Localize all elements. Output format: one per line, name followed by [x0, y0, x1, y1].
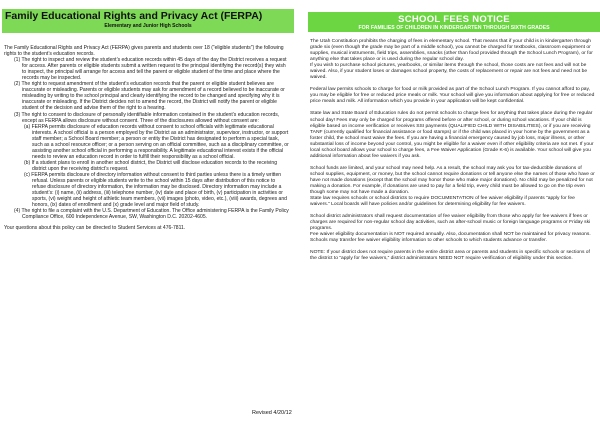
fees-column — [308, 0, 600, 424]
ferpa-item-3b: (b) If a student plans to enroll in another school district, the District will disclose education records to the receiving district upon the receiving district’s request. — [24, 159, 278, 172]
fees-para-2: Federal law permits schools to charge for food or milk provided as part of the School Lunch Program. If you cannot afford to pay, you may be eligible for free or reduced price meals or milk. Your school will give you information about applying for free or reduced price meals and milk. All information which you provide in your application will be kept confidential. — [310, 87, 595, 105]
ferpa-subtitle: Elementary and Junior High Schools — [104, 23, 192, 29]
fees-para-4: School funds are limited, and your school may need help. As a result, the school may ask you for tax-deductible donations of school supplies, equipment, or money, but the school cannot require donations or tell anyone else the names of those who have or have not made donations (except that the school may honor those who make major donations). No child may be penalized for not making a donation. For example, if donations are used to pay for a field trip, every child must be allowed to go on the trip even though some may not have made a donation. — [310, 165, 595, 196]
ferpa-body — [4, 45, 290, 231]
fees-para-6: NOTE: If your district does not require parents in the entire district area or parents and students in specific schools or sections of the district to “apply for fee waivers,” district administrators NEED NOT require verification of eligibility under this section. — [310, 250, 590, 262]
ferpa-item-3a: (a) FERPA permits disclosure of education records without consent to school officials with legitimate educational interests. A school official is a person employed by the District as an administrator, supervisor, instructor, or support staff member; a School Board member; a person or entity the District has designated to perform a special task, such as a school resource officer; or a person serving on an official committee, such as a disciplinary committee, or assisting another school official in performing a responsibility. A legitimate educational interest exists if the official needs to review an education record in order to fulfill their responsibility as a school official. — [24, 123, 289, 160]
fees-body — [310, 39, 596, 263]
fees-header-band — [308, 12, 600, 32]
fees-para-1b: If you wish to purchase school pictures, yearbooks, or similar items through the school, those costs are not fees and will not be waived. Also, if your student loses or damages school property, the costs of replacement or repair are not fees and need not be waived. — [310, 63, 588, 81]
ferpa-questions: Your questions about this policy can be directed to Student Services at 476-7811. — [4, 225, 186, 232]
ferpa-item-2: (2) The right to request amendment of the student’s education records that the parent or eligible student believes are inaccurate or misleading. Parents or eligible students may ask for amendment of a record believed to be inaccurate or misleading by writing to the school principal and clearly identifying the record to be changed and specifying why it is inaccurate or misleading. If the District decides not to amend the record, the District will notify the parent or eligible student of the decision and advise them of the right to a hearing. — [14, 81, 285, 112]
fees-para-3: State law and State Board of Education rules do not permit schools to charge fees for anything that takes place during the regular school day! Fees may only be charged for programs offered before or after school, or during school vacations. If your child is eligible based on income verification or receives SSI payments (QUALIFIED CHILD WITH DISABILITIES), or if you are receiving TANF (currently qualified for financial assistance or food stamps) or if the child was placed in your home by the government as a foster child, the school must waive the fees. If you are having a financial emergency caused by job loss, major illness, or other substantial loss of income beyond your control, you might be eligible for a waiver even if other eligibility criteria are not met. If your local school board allows your school to charge fees, a Fee Waiver Application (Grade K-6) is available. Your school will give you additional information about fee waivers if you ask. — [310, 111, 594, 159]
ferpa-title: Family Educational Rights and Privacy Act (FERPA) — [5, 10, 263, 22]
fees-para-5: School district administrators shall request documentation of fee waiver eligibility from those who apply for fee waivers if fees or charges are required for non-regular school day activities, such as after-school music or foreign language programs or Friday ski programs. — [310, 214, 591, 232]
fees-para-1: The Utah Constitution prohibits the charging of fees in elementary school. That means that if your child is in kindergarten through grade six (even though the grade may be part of a middle school), you cannot be charged for textbooks, classroom equipment or supplies, musical instruments, field trips, assemblies, snacks (other than food provided through the School Lunch Program), or for anything else that takes place or is used during the regular school day. — [310, 39, 593, 63]
ferpa-item-4: (4) The right to file a complaint with the U.S. Department of Education. The Office administering FERPA is the Family Policy Compliance Office, 600 Independence Avenue, SW, Washington D.C. 20202-4605. — [14, 208, 289, 221]
ferpa-item-3: (3) The right to consent to disclosure of personally identifiable information contained in the student’s education records, except as FERPA allows disclosure without consent. Three of the disclosures allowed without consent are: — [14, 111, 280, 124]
revised-date: Revised 4/20/12 — [252, 410, 292, 416]
fees-para-5b: Fee waiver eligibility documentation is NOT required annually. Also, documentation shall NOT be maintained for privacy reasons. Schools may transfer fee waiver eligibility information to other schools to which students advance or transfer. — [310, 232, 591, 244]
ferpa-header-band — [2, 9, 294, 33]
ferpa-item-3c: (c) FERPA permits disclosure of directory information without consent to third parties unless there is a timely written refusal. Unless parents or eligible students write to the school within 15 days after distribution of this notice to refuse disclosure of directory information, the information may be disclosed. Directory information may include a student’s: (i) name, (ii) address, (iii) telephone number, (iv) date and place of birth, (v) participation in activities or sports, (vi) weight and height of athletic team members, (vii) images (photo, video, etc.), (viii) awards, degrees and honors, (ix) dates of enrollment and (x) grade level and major field of study. — [24, 171, 287, 209]
fees-para-4b: State law requires schools or school districts to require DOCUMENTATION of fee waiver eligibility if parents “apply for fee waivers.” Local boards will have policies and/or guidelines for determining eligibility for fee waivers. — [310, 196, 575, 208]
ferpa-item-1: (1) The right to inspect and review the student’s education records within 45 days of the day the District receives a request for access. After parents or eligible students submit a written request to the principal identifying the record(s) they wish to inspect, the principal will arrange for access and tell the parent or eligible student of the time and place where the records may be inspected. — [14, 57, 287, 82]
fees-subtitle: FOR FAMILIES OF CHILDREN IN KINDERGARTEN THROUGH SIXTH GRADES — [358, 25, 550, 31]
fees-title: SCHOOL FEES NOTICE — [398, 14, 510, 25]
ferpa-intro: The Family Educational Rights and Privacy Act (FERPA) gives parents and students over 18 (“eligible students”) the following rights to the student’s education records. — [4, 45, 284, 58]
